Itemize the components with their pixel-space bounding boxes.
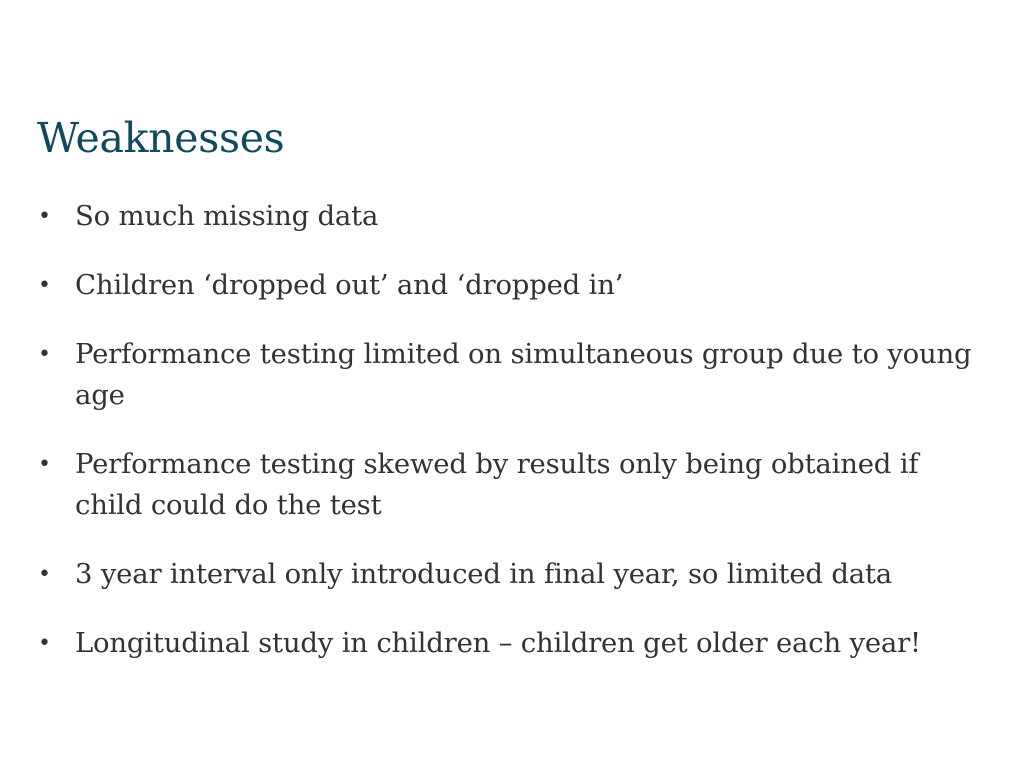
bullet-item	[36, 623, 986, 664]
bullet-text: 3 year interval only introduced in final year, so limited data	[75, 558, 892, 590]
bullet-item	[36, 554, 986, 595]
bullet-item	[36, 334, 986, 416]
bullet-item	[36, 196, 986, 237]
bullet-list	[36, 196, 986, 692]
bullet-marker: •	[38, 452, 51, 477]
bullet-text: Longitudinal study in children – children get older each year!	[75, 627, 921, 659]
bullet-marker: •	[38, 342, 51, 367]
bullet-text: Children ‘dropped out’ and ‘dropped in’	[75, 269, 624, 301]
bullet-marker: •	[38, 273, 51, 298]
slide-title: Weaknesses	[37, 114, 285, 162]
bullet-marker: •	[38, 631, 51, 656]
bullet-item	[36, 444, 986, 526]
bullet-item	[36, 265, 986, 306]
bullet-marker: •	[38, 204, 51, 229]
bullet-text: Performance testing limited on simultaneous group due to young age	[75, 338, 972, 411]
bullet-marker: •	[38, 562, 51, 587]
bullet-text: Performance testing skewed by results only being obtained if child could do the test	[75, 448, 919, 521]
bullet-text: So much missing data	[75, 200, 379, 232]
